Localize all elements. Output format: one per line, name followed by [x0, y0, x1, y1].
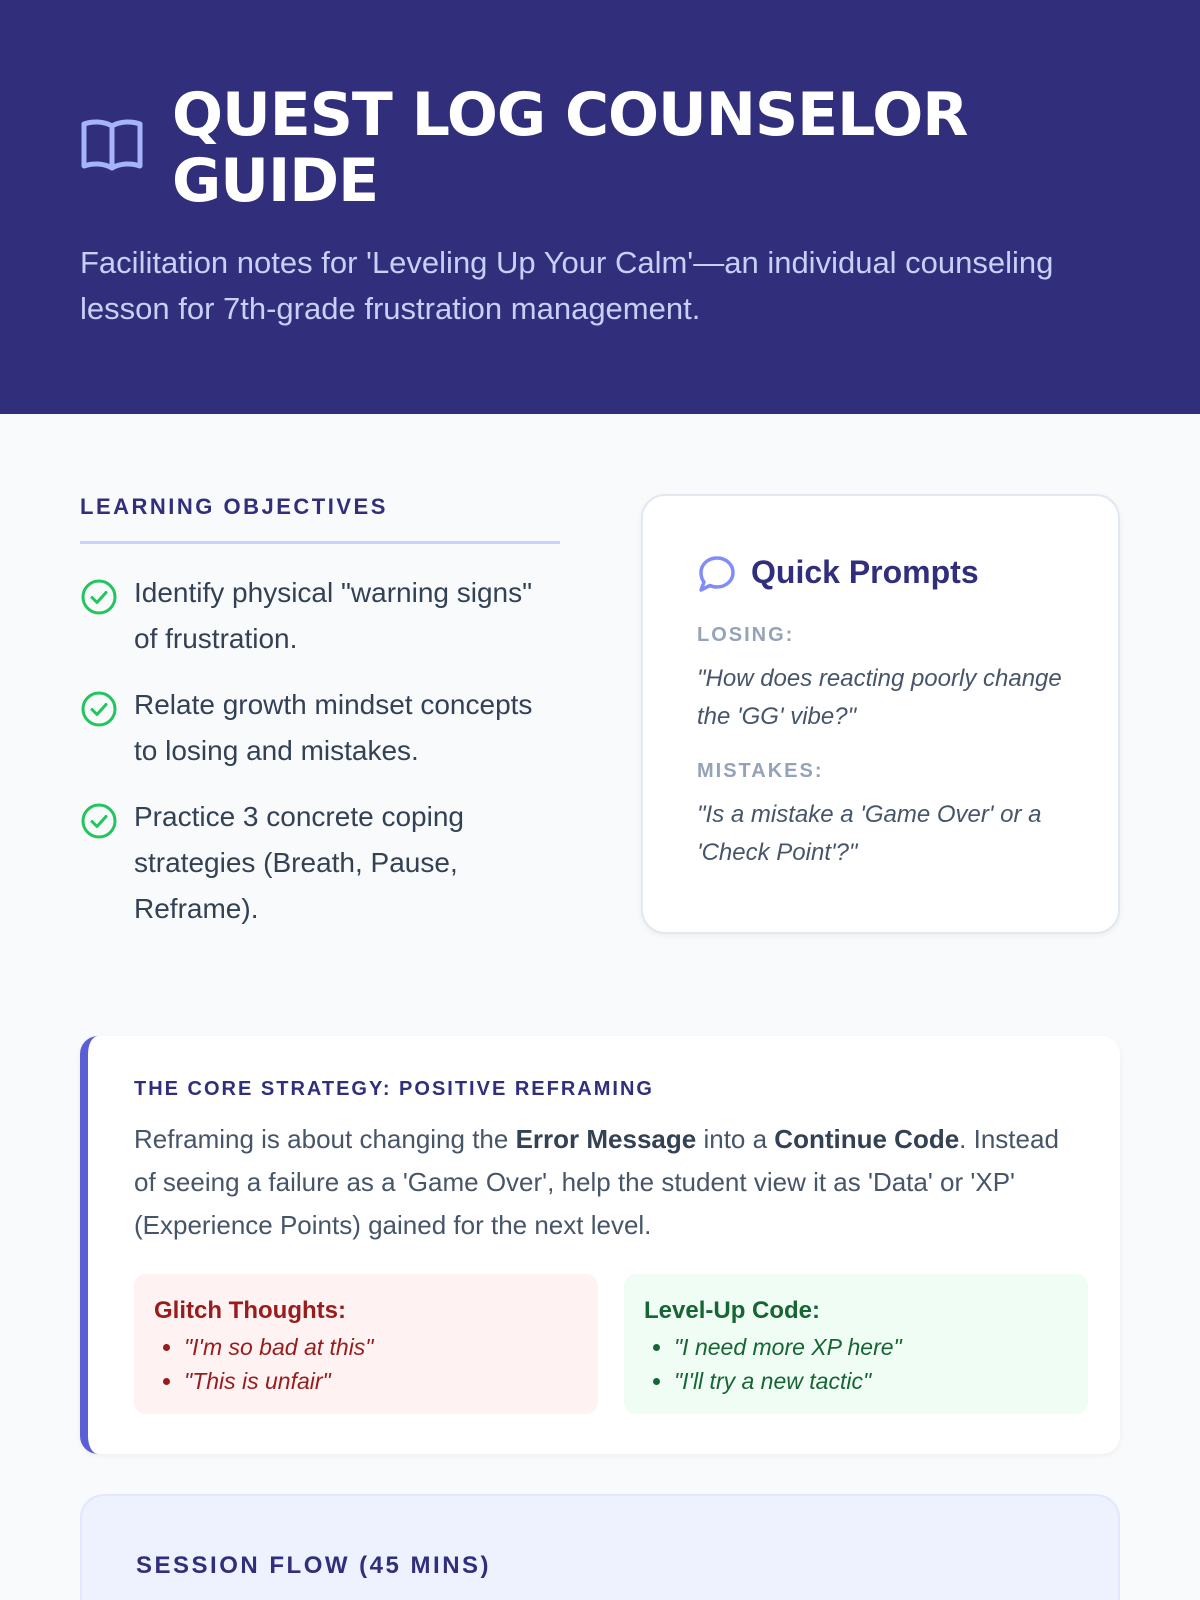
prompt-label-mistakes: MISTAKES: [697, 760, 824, 782]
page-subtitle: Facilitation notes for 'Leveling Up Your Calm'—an individual counseling lesson for 7th-grade frustration management. [80, 245, 1054, 326]
level-up-code-item: • "I'll try a new tactic" [674, 1364, 1068, 1398]
core-text-part: into a [696, 1124, 775, 1154]
check-circle-icon [80, 578, 118, 616]
objective-item [80, 570, 560, 662]
learning-objectives-heading: LEARNING OBJECTIVES [80, 494, 560, 544]
objective-text: Practice 3 concrete coping strategies (Breath, Pause, Reframe). [134, 801, 464, 924]
core-strategy-card [80, 1036, 1120, 1454]
quick-prompts-title: Quick Prompts [751, 554, 979, 590]
learning-objectives-list [80, 570, 560, 952]
core-text-bold: Error Message [515, 1124, 697, 1154]
objective-item [80, 794, 560, 932]
book-icon [80, 116, 144, 176]
glitch-thoughts-title: Glitch Thoughts: [154, 1297, 346, 1324]
check-circle-icon [80, 802, 118, 840]
glitch-thoughts-box [134, 1274, 598, 1414]
core-text-part: . Instead of seeing a failure as a 'Game Over', help the student view it as 'Data' or 'XP' (Experience Points) gained for the next level. [134, 1124, 1059, 1240]
level-up-code-box [624, 1274, 1088, 1414]
core-text-part: Reframing is about changing the [134, 1124, 516, 1154]
core-strategy-text [134, 1118, 1084, 1247]
page-title: QUEST LOG COUNSELOR GUIDE [172, 80, 968, 216]
objective-item [80, 682, 560, 774]
session-flow-heading: SESSION FLOW (45 MINS) [136, 1552, 492, 1579]
objective-text: Relate growth mindset concepts to losing and mistakes. [134, 689, 533, 766]
session-flow-card [80, 1494, 1120, 1600]
level-up-code-title: Level-Up Code: [644, 1297, 821, 1324]
chat-bubble-icon [697, 554, 737, 594]
level-up-code-list [644, 1330, 1068, 1398]
core-strategy-heading: THE CORE STRATEGY: POSITIVE REFRAMING [134, 1078, 654, 1100]
glitch-thoughts-list [154, 1330, 578, 1398]
prompt-text-mistakes: "Is a mistake a 'Game Over' or a 'Check Point'?" [697, 801, 1042, 866]
glitch-thought-item: • "This is unfair" [184, 1364, 578, 1398]
quick-prompts-card [641, 494, 1120, 934]
prompt-text-losing: "How does reacting poorly change the 'GG' vibe?" [697, 665, 1062, 730]
page-header [0, 0, 1200, 414]
core-text-bold: Continue Code [774, 1124, 960, 1154]
glitch-thought-item: • "I'm so bad at this" [184, 1330, 578, 1364]
prompt-label-losing: LOSING: [697, 624, 795, 646]
level-up-code-item: • "I need more XP here" [674, 1330, 1068, 1364]
objective-text: Identify physical "warning signs" of frustration. [134, 577, 533, 654]
check-circle-icon [80, 690, 118, 728]
